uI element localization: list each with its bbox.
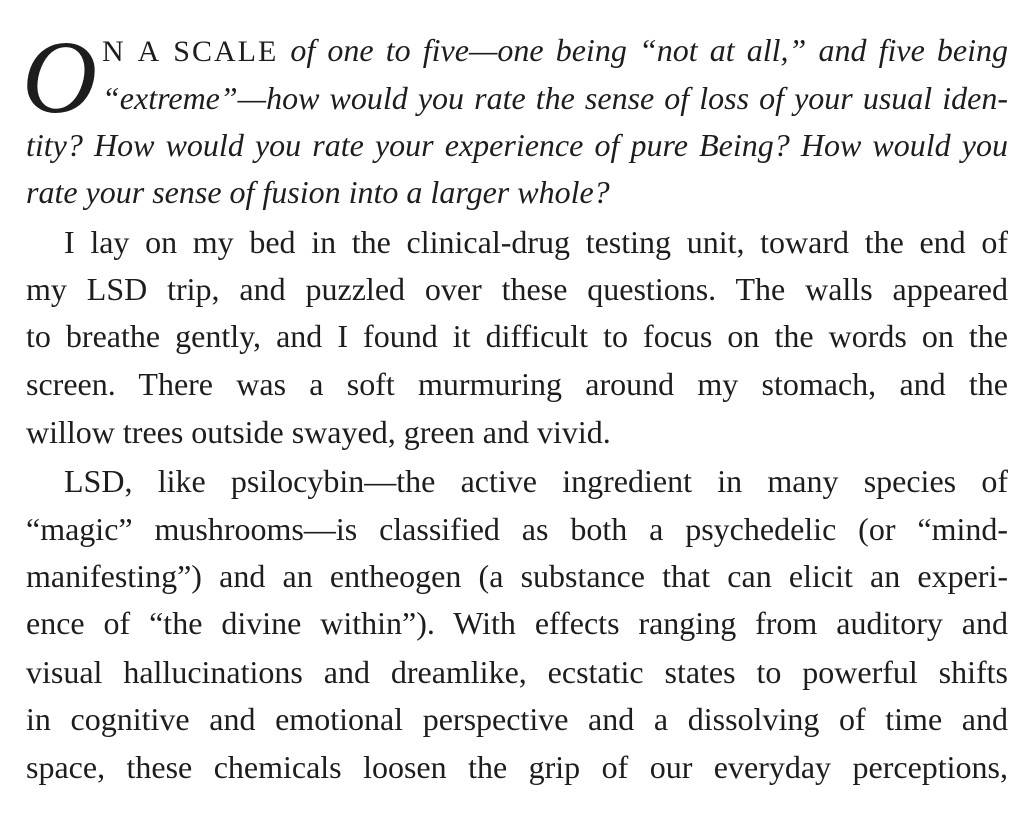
text-line-4: rate your sense of fusion into a larger whole? xyxy=(26,174,610,210)
text-line-12: manifesting”) and an entheogen (a substance that can elicit an experi- xyxy=(26,558,1008,594)
text-line-1-rest: of one to five—one being “not at all,” and five being xyxy=(290,32,1008,68)
text-line-5: I lay on my bed in the clinical-drug testing unit, toward the end of xyxy=(64,224,1008,260)
text-line-13: ence of “the divine within”). With effects ranging from auditory and xyxy=(26,605,1008,641)
text-line-16: space, these chemicals loosen the grip of our everyday perceptions, xyxy=(26,749,1008,785)
text-line-11: “magic” mushrooms—is classified as both a psychedelic (or “mind- xyxy=(26,511,1008,547)
text-line-3: tity? How would you rate your experience of pure Being? How would you xyxy=(26,127,1008,163)
text-line-15: in cognitive and emotional perspective and a dissolving of time and xyxy=(26,701,1008,737)
small-caps-opening: N A SCALE xyxy=(102,35,279,68)
text-line-10: LSD, like psilocybin—the active ingredient in many species of xyxy=(64,463,1008,499)
text-line-7: to breathe gently, and I found it difficult to focus on the words on the xyxy=(26,318,1008,354)
drop-cap: O xyxy=(22,20,98,135)
text-line-14: visual hallucinations and dreamlike, ecstatic states to powerful shifts xyxy=(26,654,1008,690)
text-line-2: “extreme”—how would you rate the sense of loss of your usual iden- xyxy=(102,80,1008,116)
text-line-9: willow trees outside swayed, green and vivid. xyxy=(26,414,611,450)
text-line-1 xyxy=(102,26,1008,74)
text-line-6: my LSD trip, and puzzled over these questions. The walls appeared xyxy=(26,271,1008,307)
text-line-8: screen. There was a soft murmuring around my stomach, and the xyxy=(26,366,1008,402)
